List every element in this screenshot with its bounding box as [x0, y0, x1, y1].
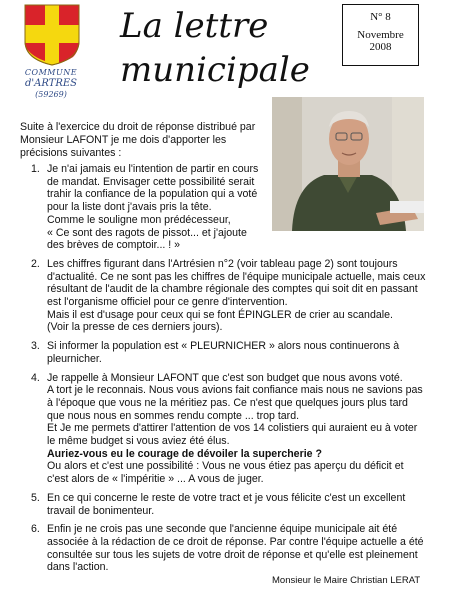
point-line: Je rappelle à Monsieur LAFONT que c'est son budget que nous avons voté.	[47, 371, 403, 384]
point-number: 5.	[31, 491, 40, 504]
point-line: dans l'action.	[47, 561, 109, 574]
point-number: 6.	[31, 523, 40, 536]
intro-paragraph: Suite à l'exercice du droit de réponse distribué par Monsieur LAFONT je me dois d'apporter les précisions suivantes :	[20, 121, 256, 159]
point-question: Auriez-vous eu le courage de dévoiler la supercherie ?	[47, 447, 322, 460]
point-line: des brèves de comptoir... ! »	[47, 239, 181, 252]
point-line: à l'époque que vous ne la méritiez pas. Ce n'est que quelques jours plus tard	[47, 396, 408, 409]
issue-number: N° 8	[370, 11, 391, 23]
point-line: associée à la rédaction de ce droit de réponse. Par contre l'équipe actuelle a été	[47, 535, 424, 548]
point-line: travail de bonimenteur.	[47, 504, 155, 517]
commune-label: COMMUNE	[24, 68, 78, 77]
point-line: est l'organisme officiel pour ce genre d'intervention.	[47, 296, 288, 309]
commune-town: d'ARTRES	[24, 78, 78, 89]
point-number: 2.	[31, 257, 40, 270]
point-line: Si informer la population est « PLEURNICHER » alors nous continuerons à	[47, 340, 400, 353]
commune-postcode: (59269)	[35, 90, 67, 99]
point-line: Et Je me permets d'attirer l'attention de vos 14 colistiers qui auraient eu à voter	[47, 422, 418, 435]
point-line: Enfin je ne crois pas une seconde que l'ancienne équipe municipale ait été	[47, 523, 398, 536]
point-line: consultée sur tous les sujets de votre droit de réponse et qu'elle est pleinement	[47, 548, 418, 561]
response-points	[18, 163, 436, 580]
point-line: d'actualité. Ce ne sont pas les chiffres de l'équipe municipale actuelle, mais ceux	[47, 270, 426, 283]
point-line: (Voir la presse de ces derniers jours).	[47, 321, 223, 334]
point-line: trahir la confiance de la population qui a voté	[47, 188, 258, 201]
point-line: Je n'ai jamais eu l'intention de partir en cours	[47, 163, 259, 175]
point-5	[18, 492, 436, 517]
point-line: résultant de l'audit de la chambre régionale des comptes qui soit dit en passant	[47, 283, 418, 296]
point-line: Mais il est d'usage pour ceux qui se font ÉPINGLER de crier au scandale.	[47, 308, 393, 321]
mayor-signature: Monsieur le Maire Christian LERAT	[272, 575, 421, 586]
point-number: 3.	[31, 340, 40, 353]
point-2	[18, 258, 436, 334]
commune-crest	[23, 3, 81, 67]
point-number: 1.	[31, 163, 40, 175]
point-line: Comme le souligne mon prédécesseur,	[47, 213, 231, 226]
point-6	[18, 523, 436, 574]
point-number: 4.	[31, 371, 40, 384]
point-line: de mandat. Envisager cette possibilité serait	[47, 175, 255, 188]
newsletter-title	[120, 4, 310, 92]
point-1	[18, 163, 309, 252]
point-line: pleurnicher.	[47, 352, 102, 365]
commune-name	[10, 67, 92, 100]
point-line: En ce qui concerne le reste de votre tract et je vous félicite c'est un excellent	[47, 491, 406, 504]
title-line-1: La lettre	[120, 6, 269, 46]
point-line: c'est alors de « l'impéritie » ... A vous de juger.	[47, 473, 264, 486]
point-line: Ou alors et c'est une possibilité : Vous ne vous étiez pas aperçu du déficit et	[47, 460, 404, 473]
point-line: A tort je le reconnais. Nous vous avions fait confiance mais nous ne savions pas	[47, 384, 423, 397]
point-line: pour la liste dont j'avais pris la tête.	[47, 201, 212, 214]
title-line-2: municipale	[120, 50, 310, 90]
issue-box	[342, 4, 419, 66]
point-4	[18, 372, 436, 486]
point-line: que nous nous en sommes rendu compte ... trop tard.	[47, 409, 300, 422]
issue-month: Novembre	[357, 29, 404, 41]
point-line: le même budget si vous aviez été élus.	[47, 435, 230, 448]
point-line: « Ce sont des ragots de pissot... et j'ajoute	[47, 226, 247, 239]
issue-year: 2008	[369, 41, 392, 53]
point-line: Les chiffres figurant dans l'Artrésien n°2 (voir tableau page 2) sont toujours	[47, 257, 398, 270]
point-3	[18, 340, 436, 365]
